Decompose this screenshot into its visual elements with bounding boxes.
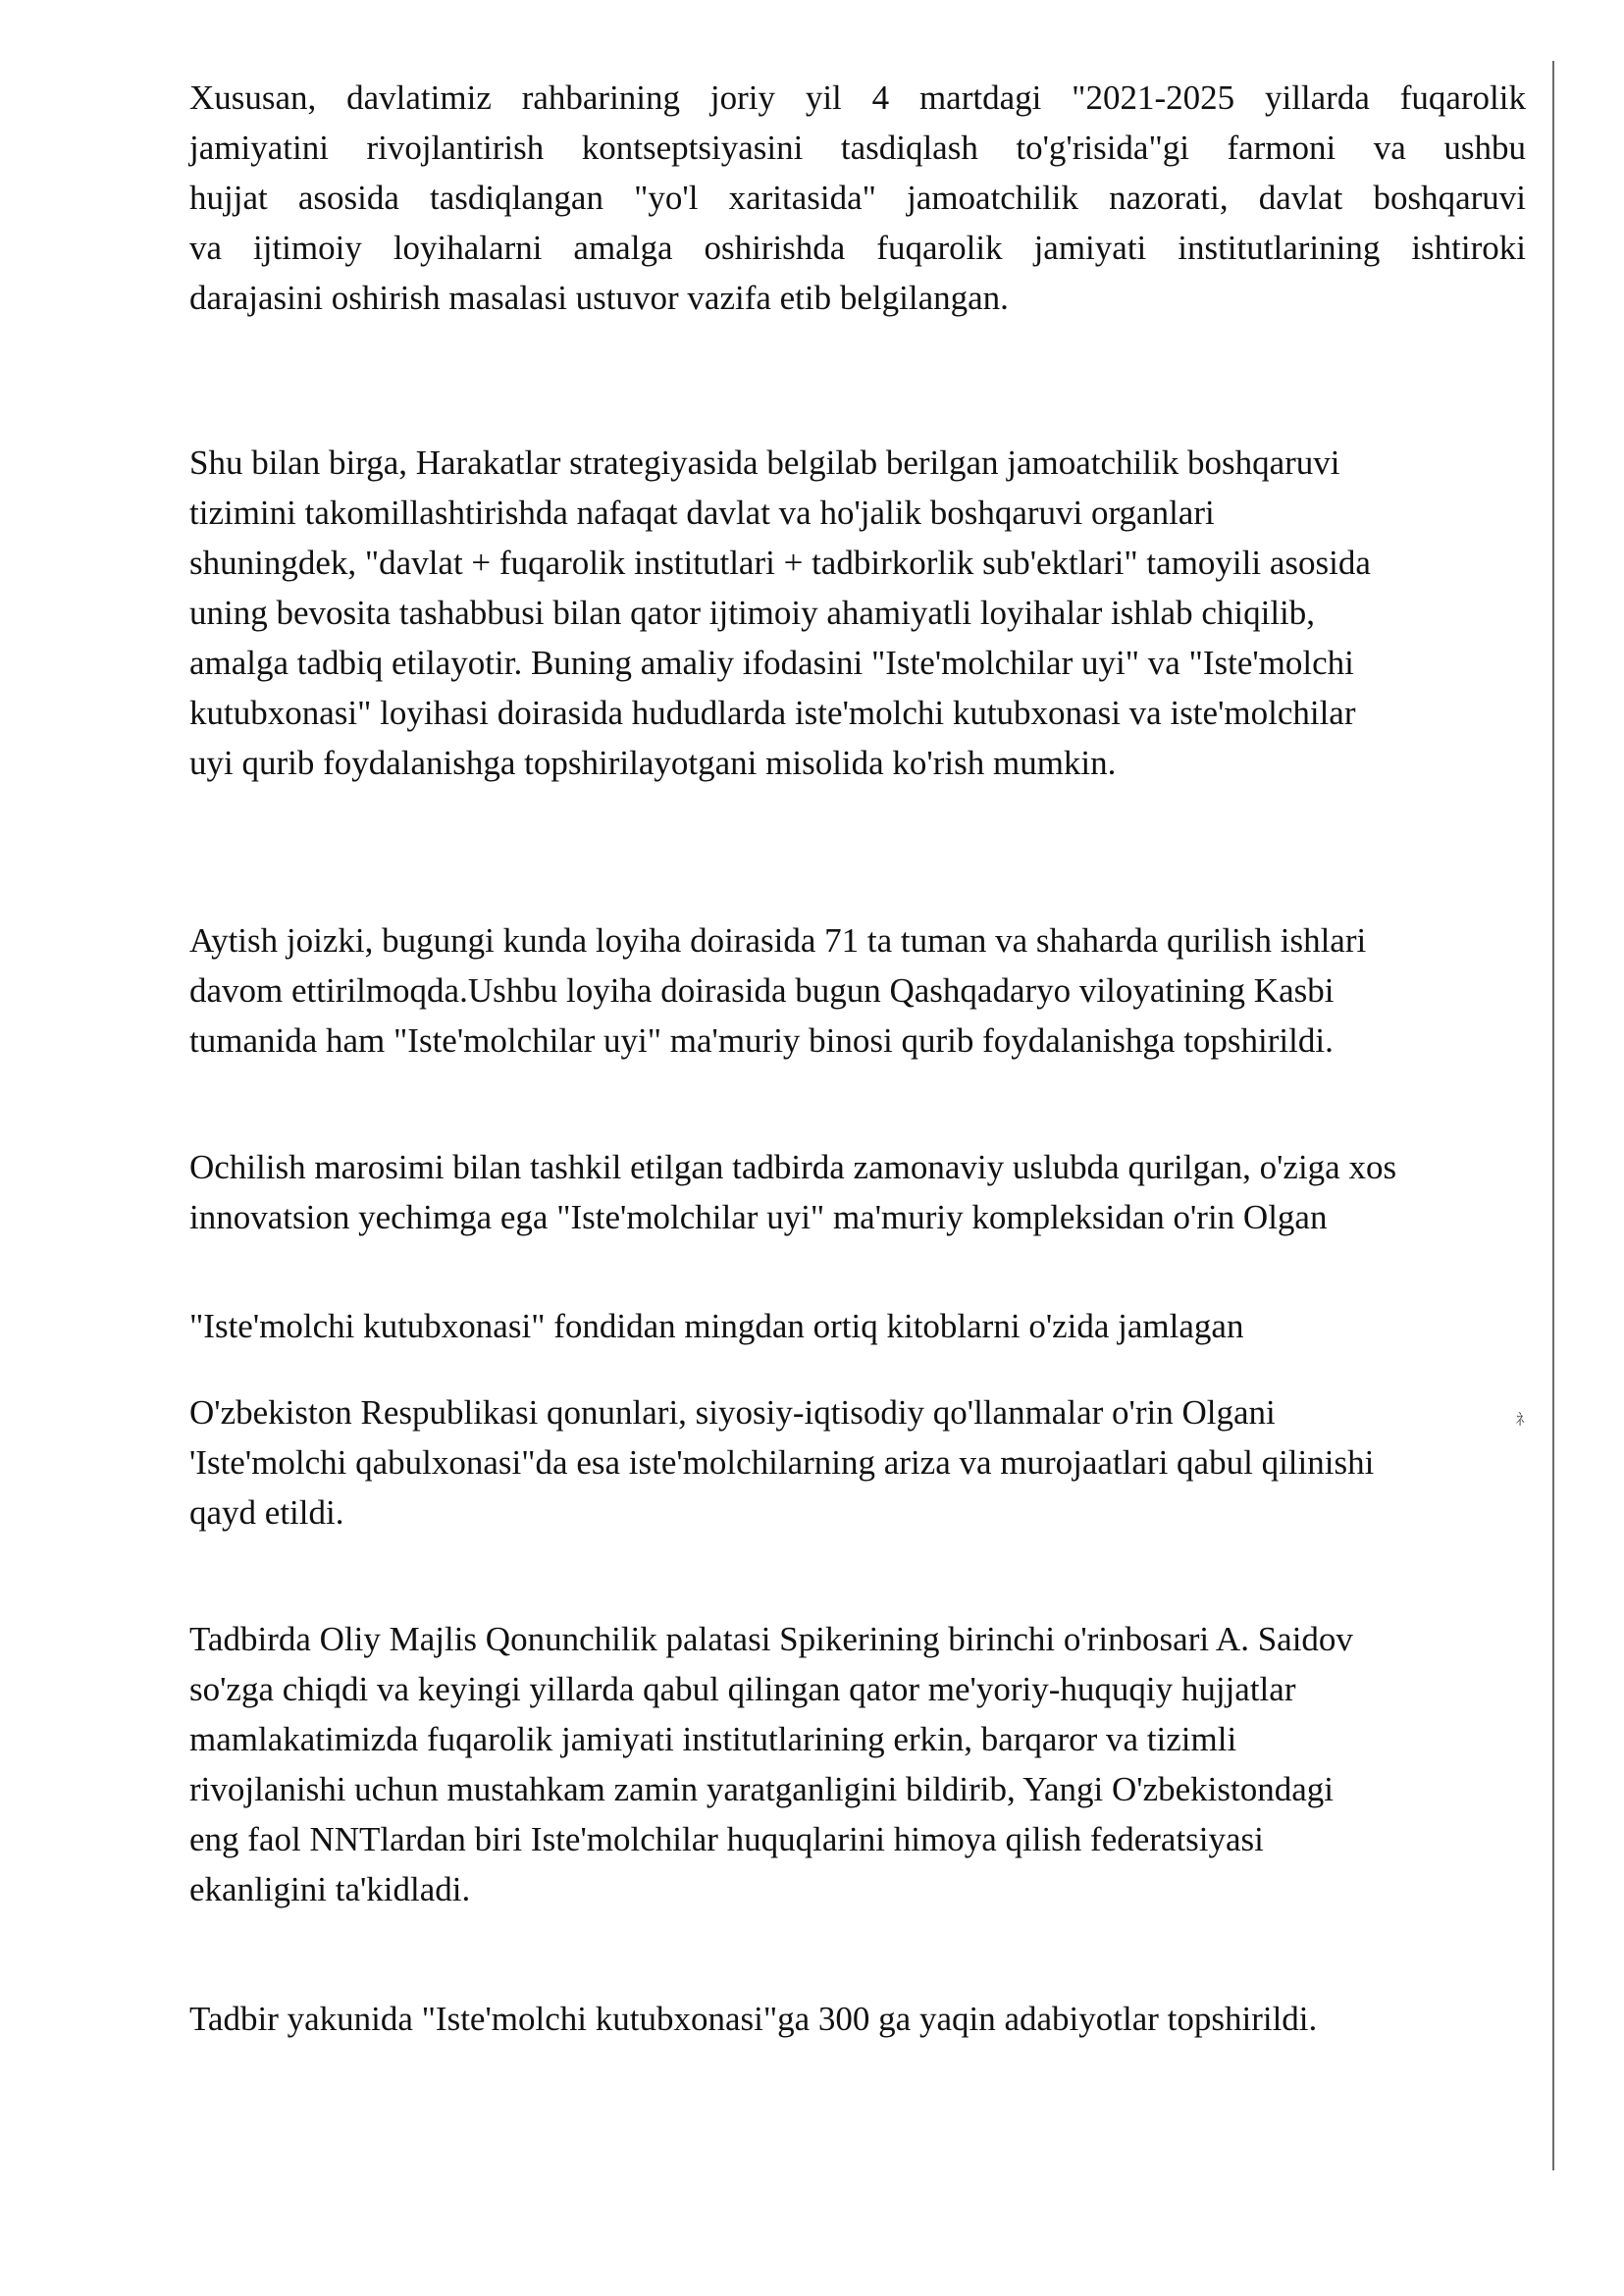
- margin-rule: [1552, 61, 1554, 2170]
- paragraph-line: Aytish joizki, bugungi kunda loyiha doirasida 71 ta tuman va shaharda qurilish ishlari: [189, 921, 1367, 960]
- paragraph-8: [189, 1994, 1317, 2044]
- paragraph-line: jamiyatini rivojlantirish kontseptsiyasini tasdiqlash to'g'risida"gi farmoni va ushbu: [189, 129, 1526, 167]
- paragraph-line: qayd etildi.: [189, 1493, 344, 1532]
- paragraph-line: uyi qurib foydalanishga topshirilayotgani misolida ko'rish mumkin.: [189, 744, 1117, 782]
- paragraph-4: [189, 1142, 1396, 1242]
- paragraph-line: Xususan, davlatimiz rahbarining joriy yil 4 martdagi "2021-2025 yillarda fuqarolik: [189, 78, 1526, 117]
- paragraph-line: va ijtimoiy loyihalarni amalga oshirishda fuqarolik jamiyati institutlarining ishtiroki: [189, 229, 1526, 267]
- paragraph-line: eng faol NNTlardan biri Iste'molchilar huquqlarini himoya qilish federatsiyasi: [189, 1820, 1264, 1858]
- paragraph-line: mamlakatimizda fuqarolik jamiyati institutlarining erkin, barqaror va tizimli: [189, 1720, 1237, 1758]
- paragraph-line: shuningdek, "davlat + fuqarolik institutlari + tadbirkorlik sub'ektlari" tamoyili asosida: [189, 544, 1371, 582]
- paragraph-7: [189, 1614, 1353, 1914]
- paragraph-line: O'zbekiston Respublikasi qonunlari, siyosiy-iqtisodiy qo'llanmalar o'rin Olgani: [189, 1393, 1276, 1432]
- paragraph-1: [189, 73, 1526, 323]
- paragraph-line: ekanligini ta'kidladi.: [189, 1870, 471, 1908]
- paragraph-line: "Iste'molchi kutubxonasi" fondidan mingdan ortiq kitoblarni o'zida jamlagan: [189, 1307, 1244, 1345]
- paragraph-line: amalga tadbiq etilayotir. Buning amaliy ifodasini "Iste'molchilar uyi" va "Iste'molchi: [189, 644, 1354, 682]
- paragraph-line: tizimini takomillashtirishda nafaqat davlat va ho'jalik boshqaruvi organlari: [189, 494, 1215, 532]
- paragraph-line: davom ettirilmoqda.Ushbu loyiha doirasida bugun Qashqadaryo viloyatining Kasbi: [189, 971, 1335, 1010]
- paragraph-line: Ochilish marosimi bilan tashkil etilgan tadbirda zamonaviy uslubda qurilgan, o'ziga xos: [189, 1148, 1397, 1186]
- paragraph-6: [189, 1387, 1374, 1538]
- paragraph-line: uning bevosita tashabbusi bilan qator ijtimoiy ahamiyatli loyihalar ishlab chiqilib,: [189, 594, 1316, 632]
- paragraph-line: tumanida ham "Iste'molchilar uyi" ma'muriy binosi qurib foydalanishga topshirildi.: [189, 1021, 1334, 1060]
- paragraph-line: Tadbir yakunida "Iste'molchi kutubxonasi"ga 300 ga yaqin adabiyotlar topshirildi.: [189, 2000, 1318, 2038]
- paragraph-line: rivojlanishi uchun mustahkam zamin yaratganligini bildirib, Yangi O'zbekistondagi: [189, 1770, 1334, 1808]
- paragraph-line: hujjat asosida tasdiqlangan "yo'l xaritasida" jamoatchilik nazorati, davlat boshqaruvi: [189, 179, 1526, 217]
- paragraph-line: Shu bilan birga, Harakatlar strategiyasida belgilab berilgan jamoatchilik boshqaruvi: [189, 444, 1340, 482]
- paragraph-3: [189, 915, 1366, 1066]
- paragraph-line: innovatsion yechimga ega "Iste'molchilar uyi" ma'muriy kompleksidan o'rin Olgan: [189, 1198, 1328, 1236]
- paragraph-2: [189, 438, 1371, 788]
- paragraph-line: so'zga chiqdi va keyingi yillarda qabul qilingan qator me'yoriy-huquqiy hujjatlar: [189, 1670, 1296, 1708]
- paragraph-line: kutubxonasi" loyihasi doirasida hududlarda iste'molchi kutubxonasi va iste'molchilar: [189, 694, 1356, 732]
- paragraph-line: Tadbirda Oliy Majlis Qonunchilik palatasi Spikerining birinchi o'rinbosari A. Saidov: [189, 1620, 1353, 1658]
- paragraph-line: darajasini oshirish masalasi ustuvor vazifa etib belgilangan.: [189, 279, 1009, 317]
- paragraph-line: 'Iste'molchi qabulxonasi"da esa iste'molchilarning ariza va murojaatlari qabul qilinishi: [189, 1443, 1375, 1482]
- paragraph-5: [189, 1301, 1243, 1351]
- stray-mark: ﾈ: [1516, 1412, 1525, 1429]
